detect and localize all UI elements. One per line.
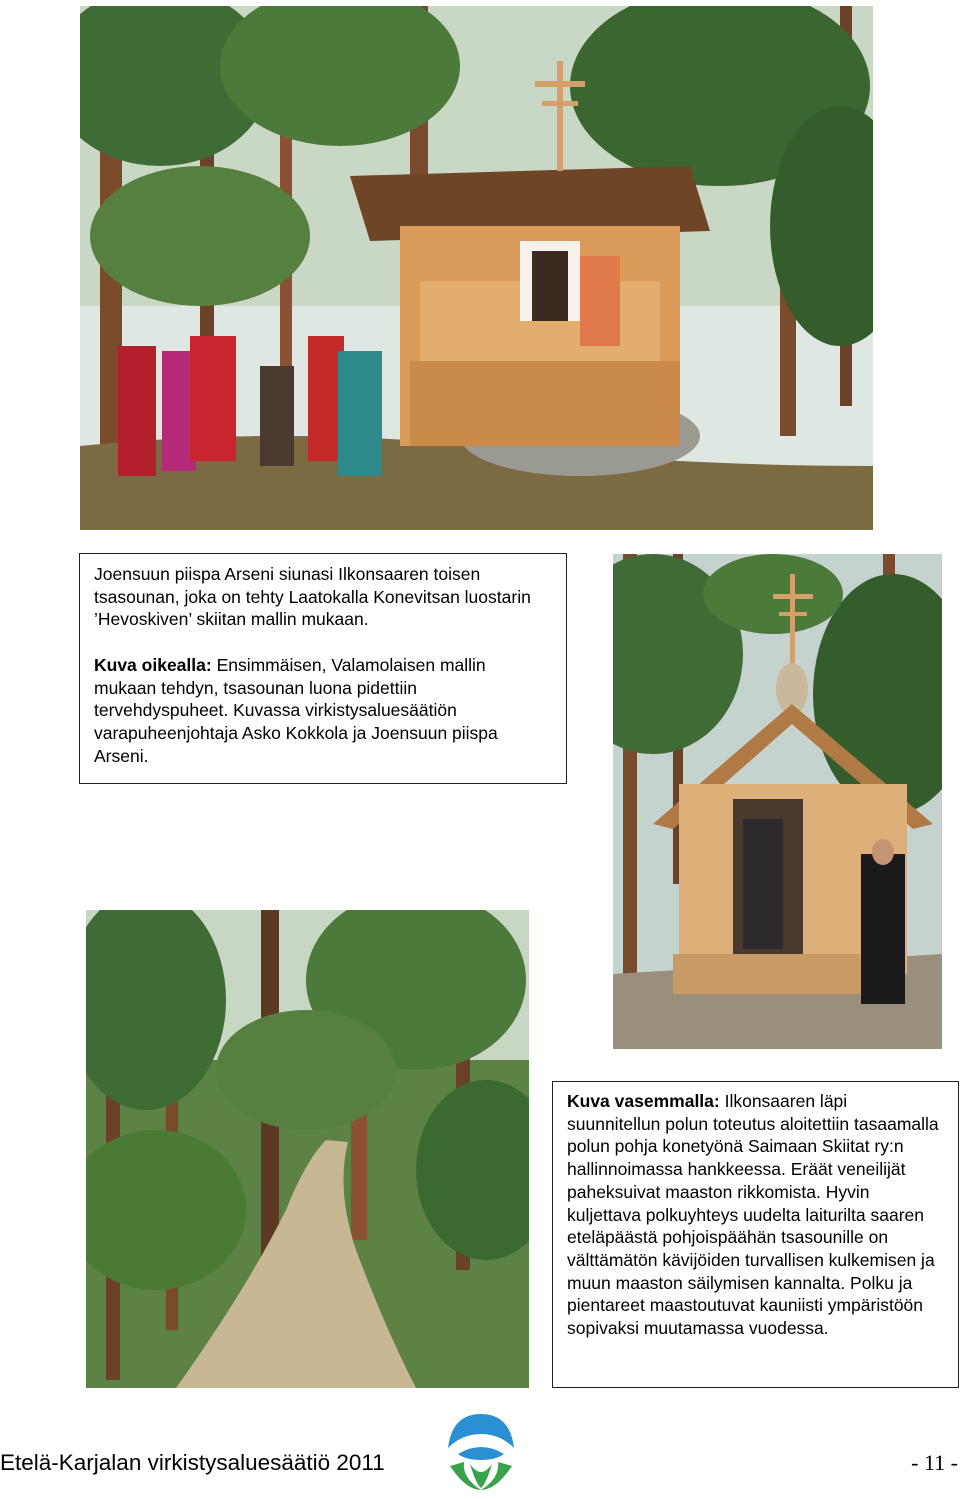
caption-body: Ilkonsaaren läpi suunnitellun polun toteutus aloitettiin tasaamalla polun pohja konetyönä Saimaan Skiitat ry:n hallinnoimassa hankkeessa. Eräät veneilijät paheksuivat maaston rikkomista. Hyvin kuljettava polkuyhteys uudelta laiturilta saaren eteläpäästä pohjoispäähän tsasounille on välttämätön kävijöiden turvallisen kulkemisen ja muun maaston säilymisen kannalta. Polku ja pientareet maastoutuvat kauniisti ympäristöön sopivaksi muutamassa vuodessa.	[567, 1091, 939, 1339]
chapel-with-bishop-photo	[613, 554, 942, 1049]
chapel-blessing-photo	[80, 6, 873, 530]
caption-intro: Joensuun piispa Arseni siunasi Ilkonsaaren toisen tsasounan, joka on tehty Laatokalla Konevitsan luostarin ’Hevoskiven’ skiitan mallin mukaan.	[94, 564, 531, 630]
forest-path-photo	[86, 910, 529, 1388]
caption-right-text	[94, 654, 552, 768]
caption-box-bottom	[552, 1081, 959, 1388]
caption-body: Ensimmäisen, Valamolaisen mallin mukaan tehdyn, tsasounan luona pidettiin tervehdyspuheet. Kuvassa virkistysaluesäätiön varapuheenjohtaja Asko Kokkola ja Joensuun piispa Arseni.	[94, 654, 498, 766]
footer-title: Etelä-Karjalan virkistysaluesäätiö 2011	[0, 1450, 385, 1475]
caption-left-text	[567, 1090, 944, 1340]
page-footer	[0, 1448, 960, 1478]
page-number: - 11 -	[911, 1450, 958, 1475]
caption-label: Kuva oikealla:	[94, 654, 212, 675]
caption-label: Kuva vasemmalla:	[567, 1091, 720, 1111]
caption-box-top	[79, 553, 567, 784]
